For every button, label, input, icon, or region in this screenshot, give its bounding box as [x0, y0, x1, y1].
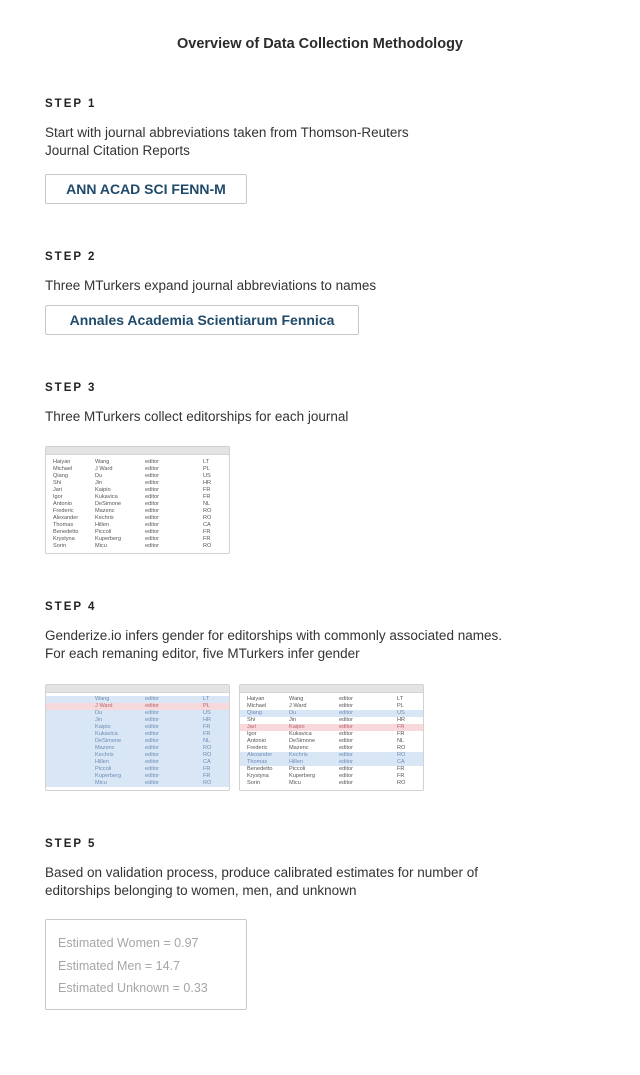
cell-country: US	[203, 710, 211, 716]
step-4-label: STEP 4	[45, 601, 97, 613]
cell-last: Wang	[95, 696, 110, 702]
cell-role: editor	[145, 501, 159, 507]
cell-last: J Ward	[95, 466, 113, 472]
sheet-row	[46, 494, 229, 501]
journal-name-box: Annales Academia Scientiarum Fennica	[45, 305, 359, 335]
cell-country: FR	[203, 766, 211, 772]
cell-country: PL	[397, 703, 404, 709]
cell-role: editor	[145, 731, 159, 737]
cell-role: editor	[339, 703, 353, 709]
cell-first: Alexander	[53, 515, 79, 521]
cell-last: Kuperberg	[289, 773, 316, 779]
cell-role: editor	[339, 773, 353, 779]
cell-country: FR	[203, 487, 211, 493]
estimate-unknown: Estimated Unknown = 0.33	[58, 981, 208, 995]
cell-country: FR	[203, 536, 211, 542]
sheet-row	[46, 501, 229, 508]
journal-abbreviation-box: ANN ACAD SCI FENN-M	[45, 174, 247, 204]
cell-first: Frederic	[247, 745, 268, 751]
cell-role: editor	[145, 466, 159, 472]
cell-country: RO	[203, 780, 212, 786]
cell-country: CA	[203, 522, 211, 528]
sheet-row	[46, 773, 229, 780]
cell-last: Kaipio	[95, 487, 111, 493]
cell-last: Kechris	[95, 752, 114, 758]
cell-role: editor	[339, 738, 353, 744]
sheet-row	[46, 487, 229, 494]
cell-country: FR	[397, 731, 405, 737]
sheet-row	[240, 724, 423, 731]
sheet-row	[46, 543, 229, 550]
sheet-row	[240, 731, 423, 738]
cell-country: LT	[203, 696, 210, 702]
sheet-row	[46, 466, 229, 473]
sheet-row	[46, 536, 229, 543]
step-2-text-line: Three MTurkers expand journal abbreviations to names	[45, 278, 377, 293]
cell-country: FR	[397, 773, 405, 779]
cell-first: Thomas	[247, 759, 268, 765]
cell-first: Sorin	[247, 780, 261, 786]
cell-country: FR	[397, 766, 405, 772]
cell-last: Piccoli	[289, 766, 306, 772]
cell-last: Hillen	[289, 759, 303, 765]
sheet-row	[240, 703, 423, 710]
cell-country: FR	[203, 529, 211, 535]
sheet-row	[46, 745, 229, 752]
cell-last: Kaipio	[289, 724, 305, 730]
step-3-description	[45, 408, 348, 426]
cell-first: Krystyna	[53, 536, 75, 542]
cell-role: editor	[339, 766, 353, 772]
cell-last: Du	[289, 710, 297, 716]
cell-country: US	[397, 710, 405, 716]
genderize-spreadsheet-thumbnail	[45, 684, 230, 791]
cell-first: Michael	[53, 466, 73, 472]
cell-role: editor	[339, 710, 353, 716]
sheet-row	[46, 738, 229, 745]
cell-country: RO	[203, 508, 212, 514]
cell-role: editor	[145, 738, 159, 744]
cell-last: Kukavica	[95, 731, 118, 737]
cell-last: Hillen	[95, 522, 109, 528]
cell-country: NL	[203, 738, 211, 744]
cell-country: US	[203, 473, 211, 479]
sheet-row	[46, 515, 229, 522]
sheet-row	[46, 473, 229, 480]
cell-role: editor	[339, 752, 353, 758]
sheet-row	[240, 773, 423, 780]
sheet-row	[240, 745, 423, 752]
sheet-row	[46, 780, 229, 787]
cell-role: editor	[145, 759, 159, 765]
cell-role: editor	[145, 459, 159, 465]
cell-role: editor	[145, 745, 159, 751]
cell-last: Jin	[95, 480, 103, 486]
cell-role: editor	[339, 696, 353, 702]
sheet-row	[46, 522, 229, 529]
step-1-description	[45, 124, 409, 160]
sheet-row	[240, 766, 423, 773]
cell-last: Hillen	[95, 759, 109, 765]
sheet-row	[46, 759, 229, 766]
cell-country: RO	[203, 515, 212, 521]
sheet-row	[46, 459, 229, 466]
sheet-row	[240, 710, 423, 717]
cell-role: editor	[145, 522, 159, 528]
cell-country: PL	[203, 703, 210, 709]
sheet-row	[240, 752, 423, 759]
cell-first: Benedetto	[247, 766, 273, 772]
cell-role: editor	[145, 710, 159, 716]
cell-role: editor	[145, 494, 159, 500]
step-4-text-line: Genderize.io infers gender for editorships with commonly associated names.	[45, 628, 502, 643]
cell-country: CA	[397, 759, 405, 765]
cell-first: Benedetto	[53, 529, 79, 535]
cell-country: FR	[397, 724, 405, 730]
cell-country: RO	[203, 543, 212, 549]
cell-first: Jari	[247, 724, 257, 730]
sheet-row	[46, 480, 229, 487]
sheet-row	[46, 731, 229, 738]
sheet-header	[46, 685, 229, 693]
cell-last: Micu	[95, 780, 107, 786]
cell-last: Wang	[95, 459, 110, 465]
cell-country: RO	[397, 745, 406, 751]
cell-last: Piccoli	[95, 529, 112, 535]
estimate-men: Estimated Men = 14.7	[58, 958, 180, 973]
cell-first: Haiyan	[247, 696, 265, 702]
cell-role: editor	[339, 731, 353, 737]
cell-last: Kuperberg	[95, 773, 122, 779]
step-1-text-line: Journal Citation Reports	[45, 143, 190, 158]
sheet-row	[46, 529, 229, 536]
cell-role: editor	[339, 724, 353, 730]
step-3-label: STEP 3	[45, 382, 97, 394]
cell-role: editor	[145, 529, 159, 535]
cell-role: editor	[145, 508, 159, 514]
sheet-row	[240, 780, 423, 787]
cell-role: editor	[339, 759, 353, 765]
cell-role: editor	[145, 717, 159, 723]
cell-last: Du	[95, 710, 103, 716]
step-2-label: STEP 2	[45, 251, 97, 263]
step-5-text-line: editorships belonging to women, men, and unknown	[45, 883, 357, 898]
cell-role: editor	[339, 745, 353, 751]
step-1-label: STEP 1	[45, 98, 97, 110]
sheet-row	[46, 752, 229, 759]
cell-role: editor	[339, 717, 353, 723]
cell-first: Igor	[53, 494, 63, 500]
cell-last: Kechris	[95, 515, 114, 521]
cell-last: Micu	[289, 780, 301, 786]
cell-country: NL	[397, 738, 405, 744]
cell-country: RO	[397, 780, 406, 786]
cell-first: Igor	[247, 731, 257, 737]
step-2-description	[45, 277, 376, 295]
cell-first: Antonio	[53, 501, 72, 507]
cell-last: Du	[95, 473, 103, 479]
cell-role: editor	[145, 766, 159, 772]
cell-last: Jin	[289, 717, 297, 723]
cell-last: Piccoli	[95, 766, 112, 772]
cell-role: editor	[145, 703, 159, 709]
cell-role: editor	[145, 473, 159, 479]
cell-last: Kuperberg	[95, 536, 122, 542]
step-1-text-line: Start with journal abbreviations taken from Thomson-Reuters	[45, 125, 409, 140]
estimates-box	[45, 919, 247, 1010]
cell-country: CA	[203, 759, 211, 765]
cell-role: editor	[145, 515, 159, 521]
cell-role: editor	[339, 780, 353, 786]
cell-last: Kaipio	[95, 724, 111, 730]
cell-country: RO	[397, 752, 406, 758]
cell-country: NL	[203, 501, 211, 507]
page-title: Overview of Data Collection Methodology	[176, 36, 463, 52]
cell-first: Alexander	[247, 752, 273, 758]
sheet-row	[46, 710, 229, 717]
sheet-row	[240, 696, 423, 703]
sheet-row	[240, 738, 423, 745]
sheet-row	[46, 724, 229, 731]
step-4-description	[45, 627, 502, 663]
sheet-row	[240, 759, 423, 766]
editor-spreadsheet-thumbnail	[45, 446, 230, 554]
cell-first: Shi	[247, 717, 256, 723]
cell-first: Michael	[247, 703, 267, 709]
cell-last: Mazenc	[95, 745, 115, 751]
estimate-women: Estimated Women = 0.97	[58, 936, 199, 950]
cell-first: Thomas	[53, 522, 74, 528]
cell-first: Antonio	[247, 738, 266, 744]
step-5-description	[45, 864, 478, 900]
cell-country: LT	[397, 696, 404, 702]
cell-last: Kukavica	[95, 494, 118, 500]
cell-role: editor	[145, 780, 159, 786]
step-5-text-line: Based on validation process, produce calibrated estimates for number of	[45, 865, 478, 880]
sheet-header	[46, 447, 229, 455]
cell-last: Kechris	[289, 752, 308, 758]
cell-first: Frederic	[53, 508, 74, 514]
sheet-row	[46, 766, 229, 773]
cell-country: RO	[203, 752, 212, 758]
cell-country: FR	[203, 731, 211, 737]
sheet-row	[46, 508, 229, 515]
sheet-row	[46, 696, 229, 703]
cell-first: Sorin	[53, 543, 67, 549]
cell-last: Kukavica	[289, 731, 312, 737]
cell-role: editor	[145, 752, 159, 758]
cell-first: Shi	[53, 480, 62, 486]
cell-last: Jin	[95, 717, 103, 723]
cell-country: HR	[203, 717, 212, 723]
cell-first: Haiyan	[53, 459, 71, 465]
cell-last: DeSimone	[95, 501, 122, 507]
sheet-header	[240, 685, 423, 693]
step-4-text-line: For each remaning editor, five MTurkers infer gender	[45, 646, 360, 661]
sheet-row	[46, 703, 229, 710]
cell-last: Micu	[95, 543, 107, 549]
cell-role: editor	[145, 696, 159, 702]
mturk-gender-spreadsheet-thumbnail	[239, 684, 424, 791]
cell-country: LT	[203, 459, 210, 465]
step-3-text-line: Three MTurkers collect editorships for each journal	[45, 409, 349, 424]
cell-role: editor	[145, 487, 159, 493]
cell-first: Jari	[53, 487, 63, 493]
cell-first: Qiang	[247, 710, 262, 716]
cell-role: editor	[145, 536, 159, 542]
cell-country: FR	[203, 494, 211, 500]
step-5-label: STEP 5	[45, 838, 97, 850]
cell-last: Wang	[289, 696, 304, 702]
cell-role: editor	[145, 773, 159, 779]
sheet-row	[240, 717, 423, 724]
cell-first: Krystyna	[247, 773, 269, 779]
cell-role: editor	[145, 543, 159, 549]
cell-last: DeSimone	[289, 738, 316, 744]
cell-last: DeSimone	[95, 738, 122, 744]
sheet-row	[46, 717, 229, 724]
cell-role: editor	[145, 480, 159, 486]
cell-country: FR	[203, 773, 211, 779]
cell-country: PL	[203, 466, 210, 472]
cell-first: Qiang	[53, 473, 68, 479]
cell-role: editor	[145, 724, 159, 730]
cell-country: HR	[203, 480, 212, 486]
cell-country: FR	[203, 724, 211, 730]
cell-last: Mazenc	[289, 745, 309, 751]
cell-country: HR	[397, 717, 406, 723]
cell-last: J Ward	[95, 703, 113, 709]
cell-last: J Ward	[289, 703, 307, 709]
cell-last: Mazenc	[95, 508, 115, 514]
cell-country: RO	[203, 745, 212, 751]
